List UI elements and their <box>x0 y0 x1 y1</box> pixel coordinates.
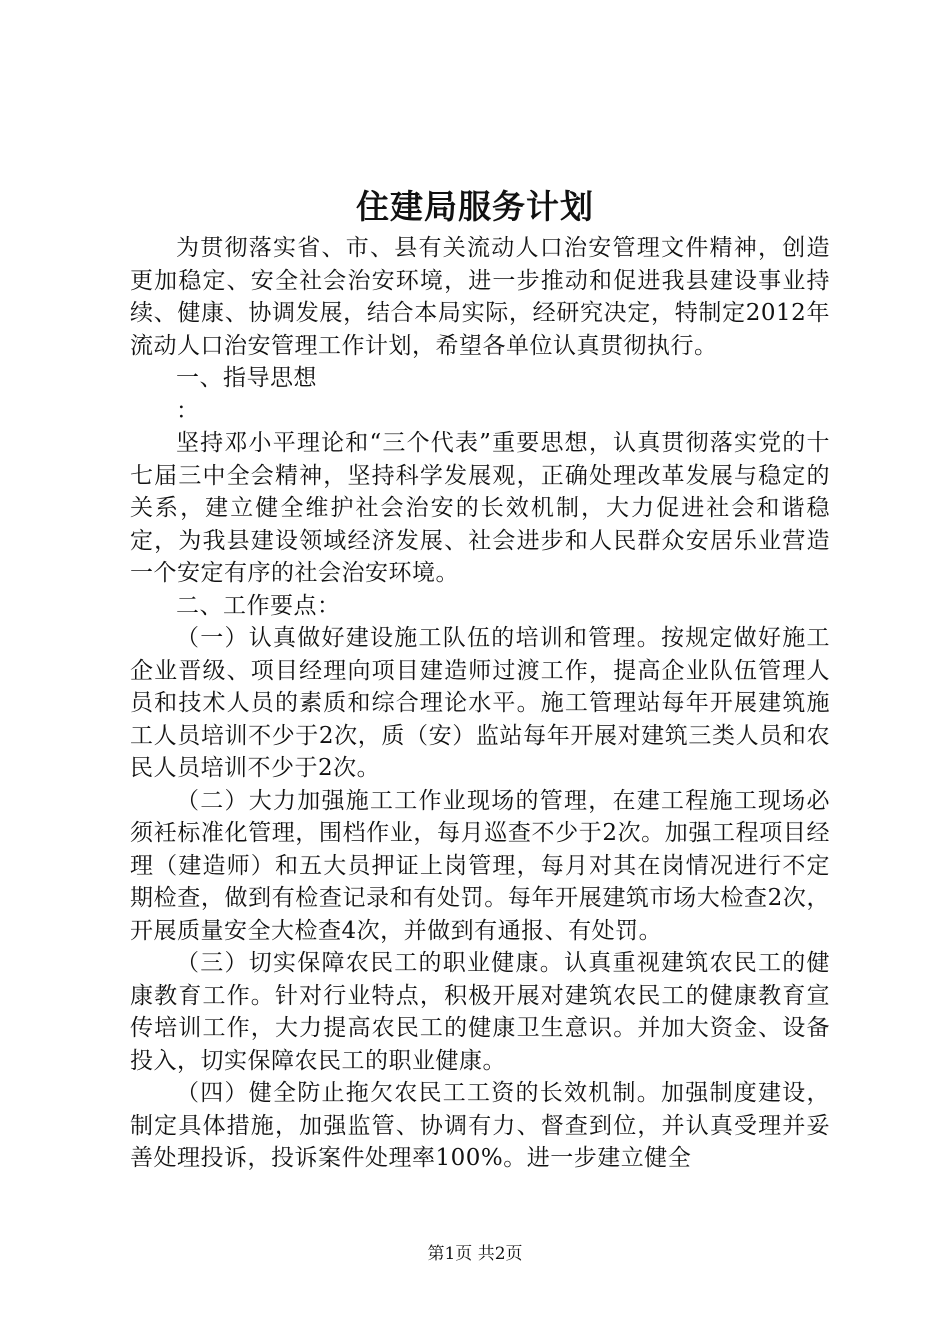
colon-line: ： <box>176 397 200 424</box>
work-point-4-paragraph: （四）健全防止拖欠农民工工资的长效机制。加强制度建设，制定具体措施，加强监管、协调有力、督查到位，并认真受理并妥善处理投诉，投诉案件处理率100%。进一步建立健全 <box>130 1080 830 1171</box>
section-heading-work-points: 二、工作要点： <box>176 592 341 619</box>
work-point-2-paragraph: （二）大力加强施工工作业现场的管理，在建工程施工现场必须衽标准化管理，围档作业，每月巡查不少于2次。加强工程项目经理（建造师）和五大员押证上岗管理，每月对其在岗情况进行不定期检查，做到有检查记录和有处罚。每年开展建筑市场大检查2次，开展质量安全大检查4次，并做到有通报、有处罚。 <box>130 787 830 944</box>
document-body <box>130 232 830 1175</box>
page-number-footer: 第1页 共2页 <box>427 1244 523 1264</box>
work-point-3-paragraph: （三）切实保障农民工的职业健康。认真重视建筑农民工的健康教育工作。针对行业特点，积极开展对建筑农民工的健康教育宣传培训工作，大力提高农民工的健康卫生意识。并加大资金、设备投入，切实保障农民工的职业健康。 <box>130 950 830 1074</box>
document-title: 住建局服务计划 <box>356 187 594 226</box>
guiding-ideology-paragraph: 坚持邓小平理论和“三个代表”重要思想，认真贯彻落实党的十七届三中全会精神，坚持科学发展观，正确处理改革发展与稳定的关系，建立健全维护社会治安的长效机制，大力促进社会和谐稳定，为我县建设领域经济发展、社会进步和人民群众安居乐业营造一个安定有序的社会治安环境。 <box>130 430 830 586</box>
work-point-1-paragraph: （一）认真做好建设施工队伍的培训和管理。按规定做好施工企业晋级、项目经理向项目建造师过渡工作，提高企业队伍管理人员和技术人员的素质和综合理论水平。施工管理站每年开展建筑施工人员培训不少于2次，质（安）监站每年开展对建筑三类人员和农民人员培训不少于2次。 <box>130 625 830 781</box>
section-heading-guiding-ideology: 一、指导思想 <box>176 365 317 391</box>
intro-paragraph: 为贯彻落实省、市、县有关流动人口治安管理文件精神，创造更加稳定、安全社会治安环境，进一步推动和促进我县建设事业持续、健康、协调发展，结合本局实际，经研究决定，特制定2012年流动人口治安管理工作计划，希望各单位认真贯彻执行。 <box>130 235 830 359</box>
